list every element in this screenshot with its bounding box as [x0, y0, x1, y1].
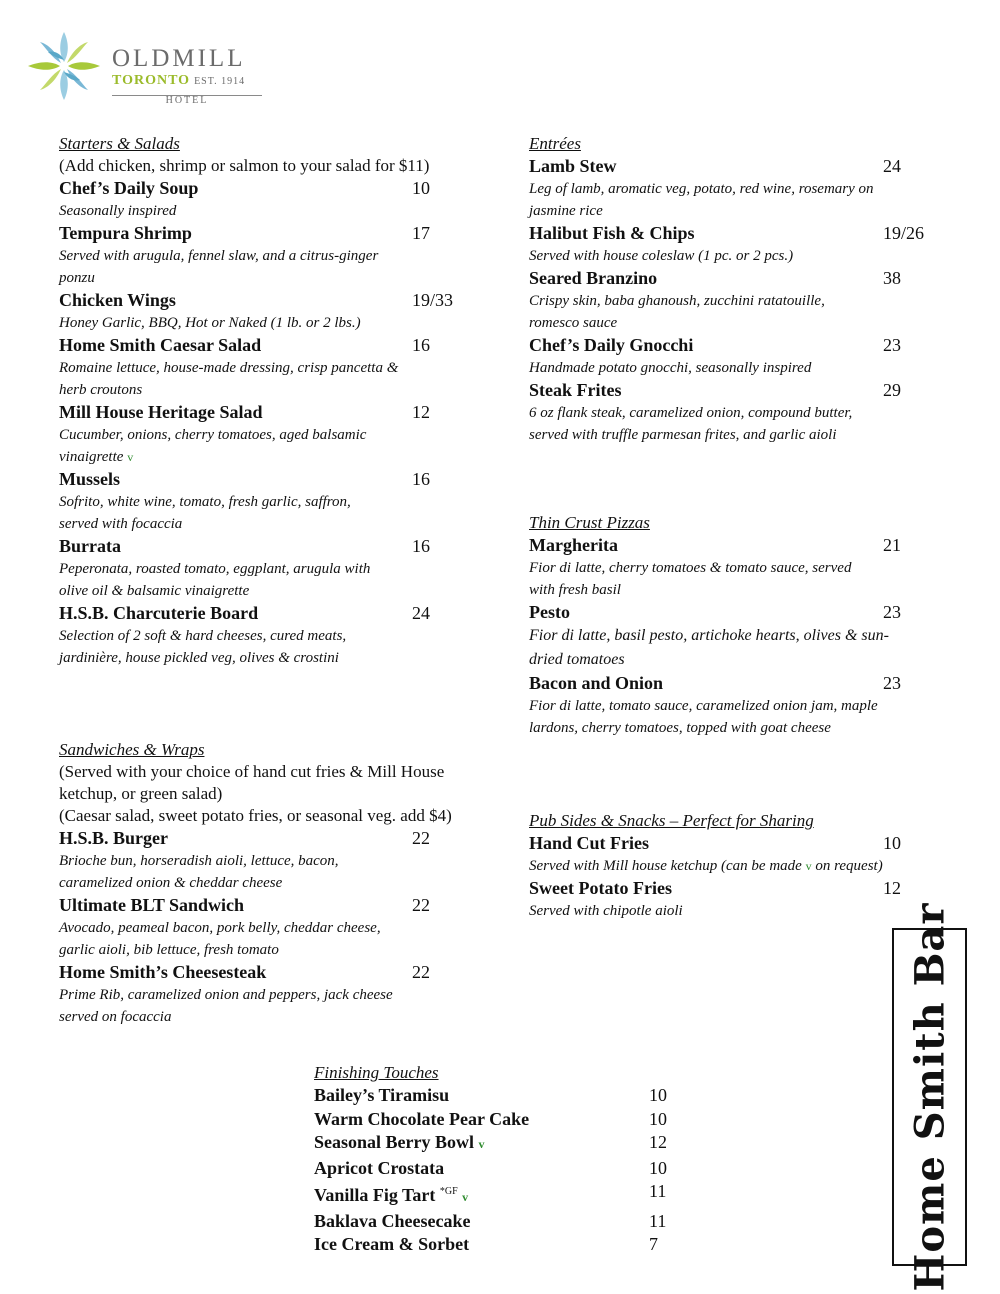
menu-item — [529, 267, 949, 290]
item-description: Brioche bun, horseradish aioli, lettuce, bacon, caramelized onion & cheddar cheese — [59, 853, 339, 891]
item-price: 10 — [412, 178, 430, 198]
menu-item — [529, 155, 949, 178]
menu-item — [314, 1210, 694, 1234]
item-name: Chef’s Daily Gnocchi — [529, 335, 694, 355]
item-description: Sofrito, white wine, tomato, fresh garlic, saffron, served with focaccia — [59, 494, 351, 532]
item-price: 10 — [649, 1108, 667, 1129]
item-name: Seared Branzino — [529, 268, 658, 288]
menu-item — [529, 672, 949, 695]
item-description-end: on request) — [815, 858, 883, 874]
item-name: Home Smith Caesar Salad — [59, 335, 262, 355]
item-name: Apricot Crostata — [314, 1157, 445, 1178]
item-name: Hand Cut Fries — [529, 833, 650, 853]
menu-item — [529, 877, 949, 900]
item-name: Bailey’s Tiramisu — [314, 1085, 450, 1105]
item-price: 24 — [412, 603, 430, 623]
item-price: 29 — [883, 380, 901, 400]
item-name: Chicken Wings — [59, 290, 176, 310]
item-description: Leg of lamb, aromatic veg, potato, red wine, rosemary on jasmine rice — [529, 181, 874, 219]
menu-item — [59, 602, 479, 625]
menu-item — [59, 535, 479, 558]
item-description: Cucumber, onions, cherry tomatoes, aged balsamic vinaigrette — [59, 427, 367, 465]
item-price: 22 — [412, 962, 430, 982]
section-title: Finishing Touches — [314, 1063, 439, 1082]
item-name: Home Smith’s Cheesesteak — [59, 962, 267, 982]
item-description: Served with Mill house ketchup (can be made — [529, 858, 802, 874]
item-price: 23 — [883, 673, 901, 693]
menu-item — [314, 1157, 694, 1181]
sides-section — [529, 810, 949, 922]
item-price: 16 — [412, 536, 430, 556]
bar-name-box — [892, 902, 967, 1292]
item-price: 7 — [649, 1234, 658, 1254]
item-price: 19/33 — [412, 290, 454, 310]
section-title: Entrées — [529, 134, 581, 153]
vegan-icon: v — [478, 1137, 485, 1151]
item-name: Mill House Heritage Salad — [59, 402, 263, 422]
menu-item — [529, 379, 949, 402]
item-price: 22 — [412, 828, 430, 848]
item-name: Mussels — [59, 469, 121, 489]
item-name: Vanilla Fig Tart — [314, 1185, 436, 1205]
item-description: Crispy skin, baba ghanoush, zucchini ratatouille, romesco sauce — [529, 293, 825, 331]
hotel-logo — [22, 26, 262, 106]
section-title: Starters & Salads — [59, 134, 180, 153]
menu-item — [529, 601, 949, 624]
item-price: 11 — [649, 1210, 667, 1231]
item-name: Ultimate BLT Sandwich — [59, 895, 245, 915]
item-name: Bacon and Onion — [529, 673, 664, 693]
brand-city: TORONTO — [112, 73, 191, 88]
item-name: Margherita — [529, 535, 618, 555]
item-description: Selection of 2 soft & hard cheeses, cured meats, jardinière, house pickled veg, olives & crostini — [59, 628, 347, 666]
item-description: Fior di latte, cherry tomatoes & tomato sauce, served with fresh basil — [529, 560, 852, 598]
item-price: 10 — [883, 833, 901, 853]
item-price: 38 — [883, 268, 901, 288]
menu-item — [59, 334, 479, 357]
brand-hotel: HOTEL — [112, 95, 262, 106]
menu-item — [59, 827, 479, 850]
item-description: Handmade potato gnocchi, seasonally inspired — [529, 360, 812, 376]
item-price: 23 — [883, 335, 901, 355]
item-name: Lamb Stew — [529, 156, 617, 176]
item-description: Seasonally inspired — [59, 203, 177, 219]
item-name: Pesto — [529, 602, 570, 622]
item-name: Baklava Cheesecake — [314, 1210, 471, 1231]
item-price: 22 — [412, 895, 430, 915]
menu-item — [59, 177, 479, 200]
item-price: 16 — [412, 469, 430, 489]
item-price: 17 — [412, 223, 430, 243]
item-description: Romaine lettuce, house-made dressing, crisp pancetta & herb croutons — [59, 360, 399, 398]
item-price: 16 — [412, 335, 430, 355]
item-description: 6 oz flank steak, caramelized onion, compound butter, served with truffle parmesan frites, and garlic aioli — [529, 405, 853, 443]
item-price: 10 — [649, 1157, 667, 1178]
item-price: 19/26 — [883, 223, 925, 243]
menu-item — [59, 468, 479, 491]
menu-item — [59, 894, 479, 917]
item-description: Fior di latte, tomato sauce, caramelized onion jam, maple lardons, cherry tomatoes, topped with goat cheese — [529, 698, 878, 736]
item-price: 12 — [412, 402, 430, 422]
item-description: Peperonata, roasted tomato, eggplant, arugula with olive oil & balsamic vinaigrette — [59, 561, 371, 599]
item-description: Avocado, peameal bacon, pork belly, cheddar cheese, garlic aioli, bib lettuce, fresh tomato — [59, 920, 381, 958]
item-price: 11 — [649, 1181, 667, 1201]
menu-item — [59, 961, 479, 984]
item-name: Steak Frites — [529, 380, 622, 400]
item-description: Served with arugula, fennel slaw, and a citrus-ginger ponzu — [59, 248, 379, 286]
section-note: (Caesar salad, sweet potato fries, or seasonal veg. add $4) — [59, 806, 452, 825]
item-name: Burrata — [59, 536, 121, 556]
desserts-section — [314, 1062, 694, 1257]
item-price: 23 — [883, 602, 901, 622]
brand-est: EST. 1914 — [194, 76, 246, 87]
bar-name: Home Smith Bar — [906, 902, 953, 1292]
item-price: 10 — [649, 1085, 667, 1105]
vegan-icon: v — [127, 450, 134, 464]
vegan-icon: v — [462, 1190, 469, 1204]
section-note: (Served with your choice of hand cut fries & Mill House ketchup, or green salad) — [59, 762, 445, 803]
brand-name: OLDMILL — [112, 45, 246, 72]
item-description: Served with chipotle aioli — [529, 903, 683, 919]
item-name: Ice Cream & Sorbet — [314, 1234, 470, 1254]
item-price: 24 — [883, 156, 901, 176]
item-name: Tempura Shrimp — [59, 223, 192, 243]
section-title: Pub Sides & Snacks – Perfect for Sharing — [529, 811, 814, 830]
menu-item — [314, 1108, 694, 1132]
section-title: Sandwiches & Wraps — [59, 740, 205, 759]
menu-item — [314, 1180, 694, 1210]
item-description: Prime Rib, caramelized onion and peppers, jack cheese served on focaccia — [59, 987, 393, 1025]
item-name: Warm Chocolate Pear Cake — [314, 1108, 530, 1129]
sandwiches-section — [59, 739, 479, 1028]
menu-item — [529, 832, 949, 855]
item-name: H.S.B. Charcuterie Board — [59, 603, 259, 623]
item-price: 12 — [649, 1132, 667, 1152]
pizzas-section — [529, 512, 949, 739]
item-description: Fior di latte, basil pesto, artichoke hearts, olives & sun-dried tomatoes — [529, 627, 889, 668]
item-name: Sweet Potato Fries — [529, 878, 672, 898]
item-price: 12 — [883, 878, 901, 898]
gluten-free-mark: *GF — [439, 1186, 458, 1197]
item-description: Honey Garlic, BBQ, Hot or Naked (1 lb. or 2 lbs.) — [59, 315, 361, 331]
entrees-section — [529, 133, 949, 446]
menu-item — [59, 289, 479, 312]
item-description: Served with house coleslaw (1 pc. or 2 pcs.) — [529, 248, 794, 264]
item-price: 21 — [883, 535, 901, 555]
item-name: Seasonal Berry Bowl — [314, 1132, 474, 1152]
menu-item — [59, 401, 479, 424]
menu-item — [59, 222, 479, 245]
item-name: Chef’s Daily Soup — [59, 178, 199, 198]
item-name: H.S.B. Burger — [59, 828, 169, 848]
menu-item — [314, 1233, 694, 1257]
section-title: Thin Crust Pizzas — [529, 513, 650, 532]
starters-section — [59, 133, 479, 669]
item-name: Halibut Fish & Chips — [529, 223, 695, 243]
menu-item — [314, 1084, 694, 1108]
vegan-icon: v — [805, 859, 812, 873]
menu-item — [314, 1131, 694, 1157]
menu-item — [529, 222, 949, 245]
menu-item — [529, 334, 949, 357]
menu-item — [529, 534, 949, 557]
section-note: (Add chicken, shrimp or salmon to your salad for $11) — [59, 156, 430, 175]
flower-logo-icon — [22, 26, 106, 106]
